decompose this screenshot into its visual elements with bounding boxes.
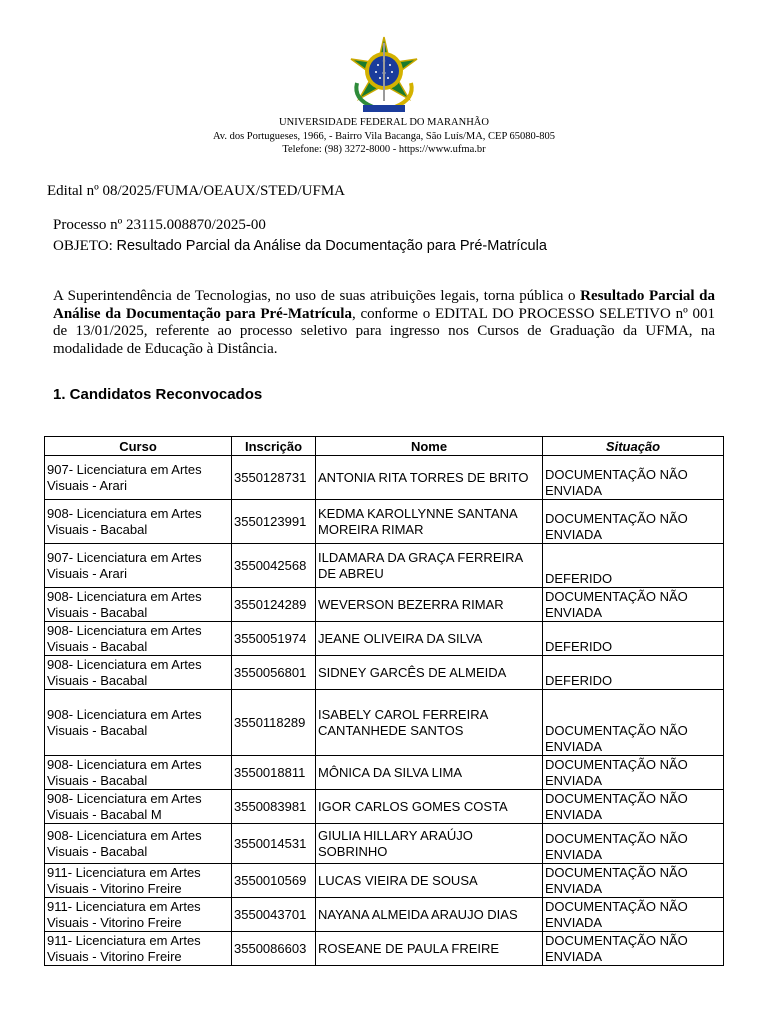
cell-situacao: DOCUMENTAÇÃO NÃO ENVIADA: [543, 864, 724, 898]
cell-curso: 908- Licenciatura em Artes Visuais - Bacabal: [45, 690, 232, 756]
cell-inscricao: 3550128731: [232, 456, 316, 500]
cell-situacao: DEFERIDO: [543, 622, 724, 656]
cell-nome: ILDAMARA DA GRAÇA FERREIRA DE ABREU: [316, 544, 543, 588]
cell-nome: NAYANA ALMEIDA ARAUJO DIAS: [316, 898, 543, 932]
institution-header: [0, 116, 768, 157]
cell-inscricao: 3550010569: [232, 864, 316, 898]
cell-nome: ROSEANE DE PAULA FREIRE: [316, 932, 543, 966]
header-nome: Nome: [316, 437, 543, 456]
cell-curso: 907- Licenciatura em Artes Visuais - Arari: [45, 544, 232, 588]
table-row: [45, 544, 724, 588]
cell-inscricao: 3550051974: [232, 622, 316, 656]
cell-curso: 908- Licenciatura em Artes Visuais - Bacabal: [45, 656, 232, 690]
results-table: [44, 436, 724, 966]
cell-nome: ISABELY CAROL FERREIRA CANTANHEDE SANTOS: [316, 690, 543, 756]
intro-part1: A Superintendência de Tecnologias, no uso de suas atribuições legais, torna pública o: [53, 288, 581, 304]
cell-situacao: DOCUMENTAÇÃO NÃO ENVIADA: [543, 932, 724, 966]
table-row: [45, 456, 724, 500]
cell-curso: 911- Licenciatura em Artes Visuais - Vitorino Freire: [45, 898, 232, 932]
table-row: [45, 588, 724, 622]
table-row: [45, 690, 724, 756]
intro-bold: Resultado Parcial da Análise da Documentação para Pré-Matrícula: [53, 288, 716, 322]
cell-nome: GIULIA HILLARY ARAÚJO SOBRINHO: [316, 824, 543, 864]
cell-nome: SIDNEY GARCÊS DE ALMEIDA: [316, 656, 543, 690]
cell-curso: 908- Licenciatura em Artes Visuais - Bacabal M: [45, 790, 232, 824]
objeto-text: Resultado Parcial da Análise da Documentação para Pré-Matrícula: [116, 238, 547, 254]
cell-inscricao: 3550043701: [232, 898, 316, 932]
cell-curso: 908- Licenciatura em Artes Visuais - Bacabal: [45, 622, 232, 656]
university-contact: Telefone: (98) 3272-8000 - https://www.ufma.br: [282, 144, 486, 155]
header-curso: Curso: [45, 437, 232, 456]
cell-situacao: DOCUMENTAÇÃO NÃO ENVIADA: [543, 588, 724, 622]
cell-curso: 908- Licenciatura em Artes Visuais - Bacabal: [45, 824, 232, 864]
table-row: [45, 824, 724, 864]
cell-situacao: DEFERIDO: [543, 656, 724, 690]
cell-curso: 911- Licenciatura em Artes Visuais - Vitorino Freire: [45, 932, 232, 966]
cell-inscricao: 3550042568: [232, 544, 316, 588]
university-name: UNIVERSIDADE FEDERAL DO MARANHÃO: [279, 117, 489, 128]
cell-nome: IGOR CARLOS GOMES COSTA: [316, 790, 543, 824]
cell-situacao: DEFERIDO: [543, 544, 724, 588]
objeto-label: OBJETO: [53, 238, 109, 254]
cell-situacao: DOCUMENTAÇÃO NÃO ENVIADA: [543, 790, 724, 824]
university-address: Av. dos Portugueses, 1966, - Bairro Vila Bacanga, São Luís/MA, CEP 65080-805: [212, 130, 556, 142]
cell-situacao: DOCUMENTAÇÃO NÃO ENVIADA: [543, 456, 724, 500]
table-row: [45, 790, 724, 824]
objeto-line: OBJETO: Resultado Parcial da Análise da Documentação para Pré-Matrícula: [53, 238, 547, 254]
cell-situacao: DOCUMENTAÇÃO NÃO ENVIADA: [543, 824, 724, 864]
cell-curso: 908- Licenciatura em Artes Visuais - Bacabal: [45, 500, 232, 544]
cell-nome: MÔNICA DA SILVA LIMA: [316, 756, 543, 790]
intro-part2: , conforme o EDITAL DO PROCESSO SELETIVO nº 001 de 13/01/2025, referente ao processo seletivo para ingresso nos Cursos de Graduação da UFMA, na modalidade de Educação à Distância.: [53, 305, 715, 357]
cell-situacao: DOCUMENTAÇÃO NÃO ENVIADA: [543, 500, 724, 544]
cell-inscricao: 3550124289: [232, 588, 316, 622]
cell-nome: LUCAS VIEIRA DE SOUSA: [316, 864, 543, 898]
edital-number: Edital nº 08/2025/FUMA/OEAUX/STED/UFMA: [47, 183, 345, 199]
table-row: [45, 864, 724, 898]
cell-inscricao: 3550123991: [232, 500, 316, 544]
intro-paragraph: [53, 288, 715, 358]
cell-curso: 911- Licenciatura em Artes Visuais - Vitorino Freire: [45, 864, 232, 898]
table-row: [45, 756, 724, 790]
cell-situacao: DOCUMENTAÇÃO NÃO ENVIADA: [543, 756, 724, 790]
table-row: [45, 656, 724, 690]
header-situacao: Situação: [543, 437, 724, 456]
cell-nome: JEANE OLIVEIRA DA SILVA: [316, 622, 543, 656]
coat-of-arms-icon: [343, 35, 425, 115]
cell-inscricao: 3550014531: [232, 824, 316, 864]
table-row: [45, 932, 724, 966]
cell-nome: KEDMA KAROLLYNNE SANTANA MOREIRA RIMAR: [316, 500, 543, 544]
table-row: [45, 622, 724, 656]
cell-nome: ANTONIA RITA TORRES DE BRITO: [316, 456, 543, 500]
section-title: 1. Candidatos Reconvocados: [53, 386, 263, 403]
cell-inscricao: 3550018811: [232, 756, 316, 790]
cell-situacao: DOCUMENTAÇÃO NÃO ENVIADA: [543, 690, 724, 756]
cell-inscricao: 3550086603: [232, 932, 316, 966]
cell-inscricao: 3550056801: [232, 656, 316, 690]
cell-inscricao: 3550083981: [232, 790, 316, 824]
table-row: [45, 898, 724, 932]
cell-curso: 908- Licenciatura em Artes Visuais - Bacabal: [45, 588, 232, 622]
table-row: [45, 500, 724, 544]
cell-situacao: DOCUMENTAÇÃO NÃO ENVIADA: [543, 898, 724, 932]
cell-inscricao: 3550118289: [232, 690, 316, 756]
header-inscricao: Inscrição: [232, 437, 316, 456]
cell-curso: 908- Licenciatura em Artes Visuais - Bacabal: [45, 756, 232, 790]
process-number: Processo nº 23115.008870/2025-00: [53, 217, 266, 233]
table-header-row: [45, 437, 724, 456]
cell-curso: 907- Licenciatura em Artes Visuais - Arari: [45, 456, 232, 500]
cell-nome: WEVERSON BEZERRA RIMAR: [316, 588, 543, 622]
